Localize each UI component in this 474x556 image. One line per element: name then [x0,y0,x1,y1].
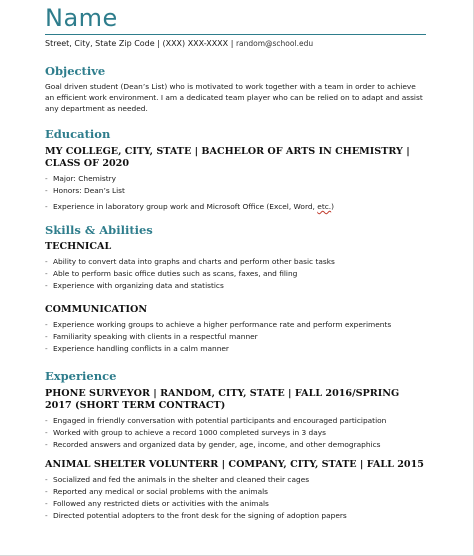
communication-title: COMMUNICATION [45,304,148,315]
communication-item: - Experience working groups to achieve a higher performance rate and perform experiments [45,319,425,331]
job-duties [45,474,425,522]
job-duty: - Reported any medical or social problems with the animals [45,486,425,498]
technical-item: - Ability to convert data into graphs and charts and perform other basic tasks [45,256,425,268]
contact-line [45,39,313,48]
etc-text: etc. [317,202,332,211]
resume-name: Name [45,4,118,32]
education-experience-close: ) [331,202,335,211]
technical-title: TECHNICAL [45,241,112,252]
technical-item: - Able to perform basic office duties such as scans, faxes, and filing [45,268,425,280]
job-duties [45,415,425,451]
job-duty: - Recorded answers and organized data by gender, age, income, and other demographics [45,439,425,451]
technical-item: - Experience with organizing data and statistics [45,280,425,292]
job-duty: - Socialized and fed the animals in the shelter and cleaned their cages [45,474,425,486]
job-title: PHONE SURVEYOR | RANDOM, CITY, STATE | FALL 2016/SPRING 2017 (SHORT TERM CONTRACT) [45,388,400,411]
job-duty: - Directed potential adopters to the front desk for the signing of adoption papers [45,510,425,522]
education-section [45,127,425,213]
contact-address: Street, City, State Zip Code | (XXX) XXX-XXXX | [45,39,236,48]
objective-heading: Objective [45,64,106,78]
objective-section [45,64,425,114]
communication-list [45,319,425,355]
education-item: - Major: Chemistry [45,173,425,185]
education-item: - Honors: Dean’s List [45,185,425,197]
experience-section [45,369,425,522]
education-experience-text: Experience in laboratory group work and Microsoft Office (Excel, Word, [53,202,318,211]
contact-email: random@school.edu [235,39,314,48]
education-school: MY COLLEGE, CITY, STATE | BACHELOR OF ARTS IN CHEMISTRY | CLASS OF 2020 [45,146,410,169]
experience-heading: Experience [45,369,117,383]
education-list [45,173,425,213]
communication-item: - Experience handling conflicts in a calm manner [45,343,425,355]
job-duty: - Followed any restricted diets or activities with the animals [45,498,425,510]
skills-heading: Skills & Abilities [45,223,153,237]
technical-list [45,256,425,292]
education-item [45,201,425,213]
skills-section [45,223,425,355]
header-divider [45,34,426,35]
objective-text: Goal driven student (Dean’s List) who is motivated to work together with a team in order to achieve an efficient work environment. I am a dedicated team player who can be relied on to adapt and assist any department as needed. [45,82,423,113]
communication-item: - Familiarity speaking with clients in a respectful manner [45,331,425,343]
education-heading: Education [45,127,111,141]
job-title: ANIMAL SHELTER VOLUNTERR | COMPANY, CITY, STATE | FALL 2015 [45,459,424,470]
job-duty: - Worked with group to achieve a record 1000 completed surveys in 3 days [45,427,425,439]
job-duty: - Engaged in friendly conversation with potential participants and encouraged participation [45,415,425,427]
